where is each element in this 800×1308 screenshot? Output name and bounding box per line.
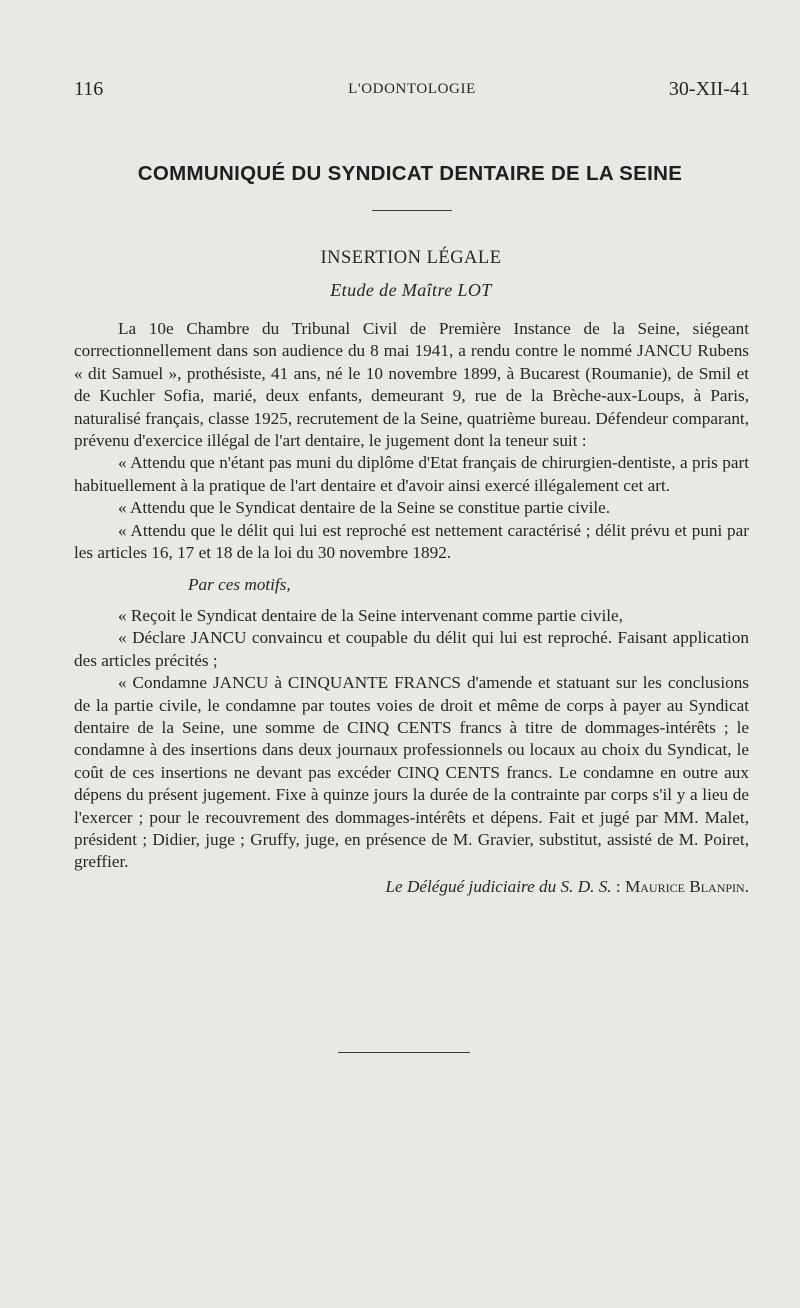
decision-paragraph: « Déclare JANCU convaincu et coupable du délit qui lui est reproché. Faisant application des articles précités ; — [74, 628, 749, 670]
title-divider — [372, 210, 452, 211]
body-paragraph: La 10e Chambre du Tribunal Civil de Première Instance de la Seine, siégeant correctionnellement dans son audience du 8 mai 1941, a rendu contre le nommé JANCU Rubens « dit Samuel », prothésiste, 41 ans, né le 10 novembre 1899, à Bucarest (Roumanie), de Smil et de Kuchler Sofia, marié, deux enfants, demeurant 9, rue de la Brèche-aux-Loups, à Paris, naturalisé français, classe 1925, recrutement de la Seine, quatrième bureau. Défendeur comparant, prévenu d'exercice illégal de l'art dentaire, le jugement dont la teneur suit : — [74, 319, 749, 451]
issue-date: 30-XII-41 — [668, 78, 750, 100]
page-number: 116 — [74, 78, 104, 100]
signature-name: Maurice Blanpin. — [624, 876, 749, 896]
signature-separator: : — [611, 876, 625, 896]
running-header — [74, 78, 750, 104]
decision-paragraph: « Reçoit le Syndicat dentaire de la Seine intervenant comme partie civile, — [118, 605, 623, 625]
signature-role: Le Délégué judiciaire du S. D. S. — [385, 876, 612, 896]
journal-name: L'ODONTOLOGIE — [348, 81, 476, 97]
body-paragraph: « Attendu que le délit qui lui est reproché est nettement caractérisé ; délit prévu et puni par les articles 16, 17 et 18 de la loi du 30 novembre 1892. — [74, 520, 749, 563]
end-divider — [338, 1052, 470, 1053]
signature-line — [74, 876, 749, 898]
decision-paragraph: « Condamne JANCU à CINQUANTE FRANCS d'amende et statuant sur les conclusions de la partie civile, le condamne par toutes voies de droit et même de corps à payer au Syndicat dentaire de la Seine, une somme de CINQ CENTS francs à titre de dommages-intérêts ; le condamne à des insertions dans deux journaux professionnels ou locaux au choix du Syndicat, le coût de ces insertions ne devant pas excéder CINQ CENTS francs. Le condamne en outre aux dépens du présent jugement. Fixe à quinze jours la durée de la contrainte par corps s'il y a lieu de l'exercer ; pour le recouvrement des dommages-intérêts et dépens. Fait et jugé par MM. Malet, président ; Didier, juge ; Gruffy, juge, en présence de M. Gravier, substitut, assisté de M. Poiret, greffier. — [74, 673, 749, 872]
article-subtitle: INSERTION LÉGALE — [320, 248, 502, 268]
article-body — [74, 318, 749, 898]
article-byline: Etude de Maître LOT — [330, 280, 492, 300]
motifs-heading: Par ces motifs, — [188, 575, 291, 595]
article-title: COMMUNIQUÉ DU SYNDICAT DENTAIRE DE LA SEINE — [137, 162, 683, 185]
body-paragraph: « Attendu que n'étant pas muni du diplôme d'Etat français de chirurgien-dentiste, a pris part habituellement à la pratique de l'art dentaire et d'avoir ainsi exercé illégalement cet art. — [74, 453, 749, 495]
body-paragraph: « Attendu que le Syndicat dentaire de la Seine se constitue partie civile. — [118, 498, 611, 518]
